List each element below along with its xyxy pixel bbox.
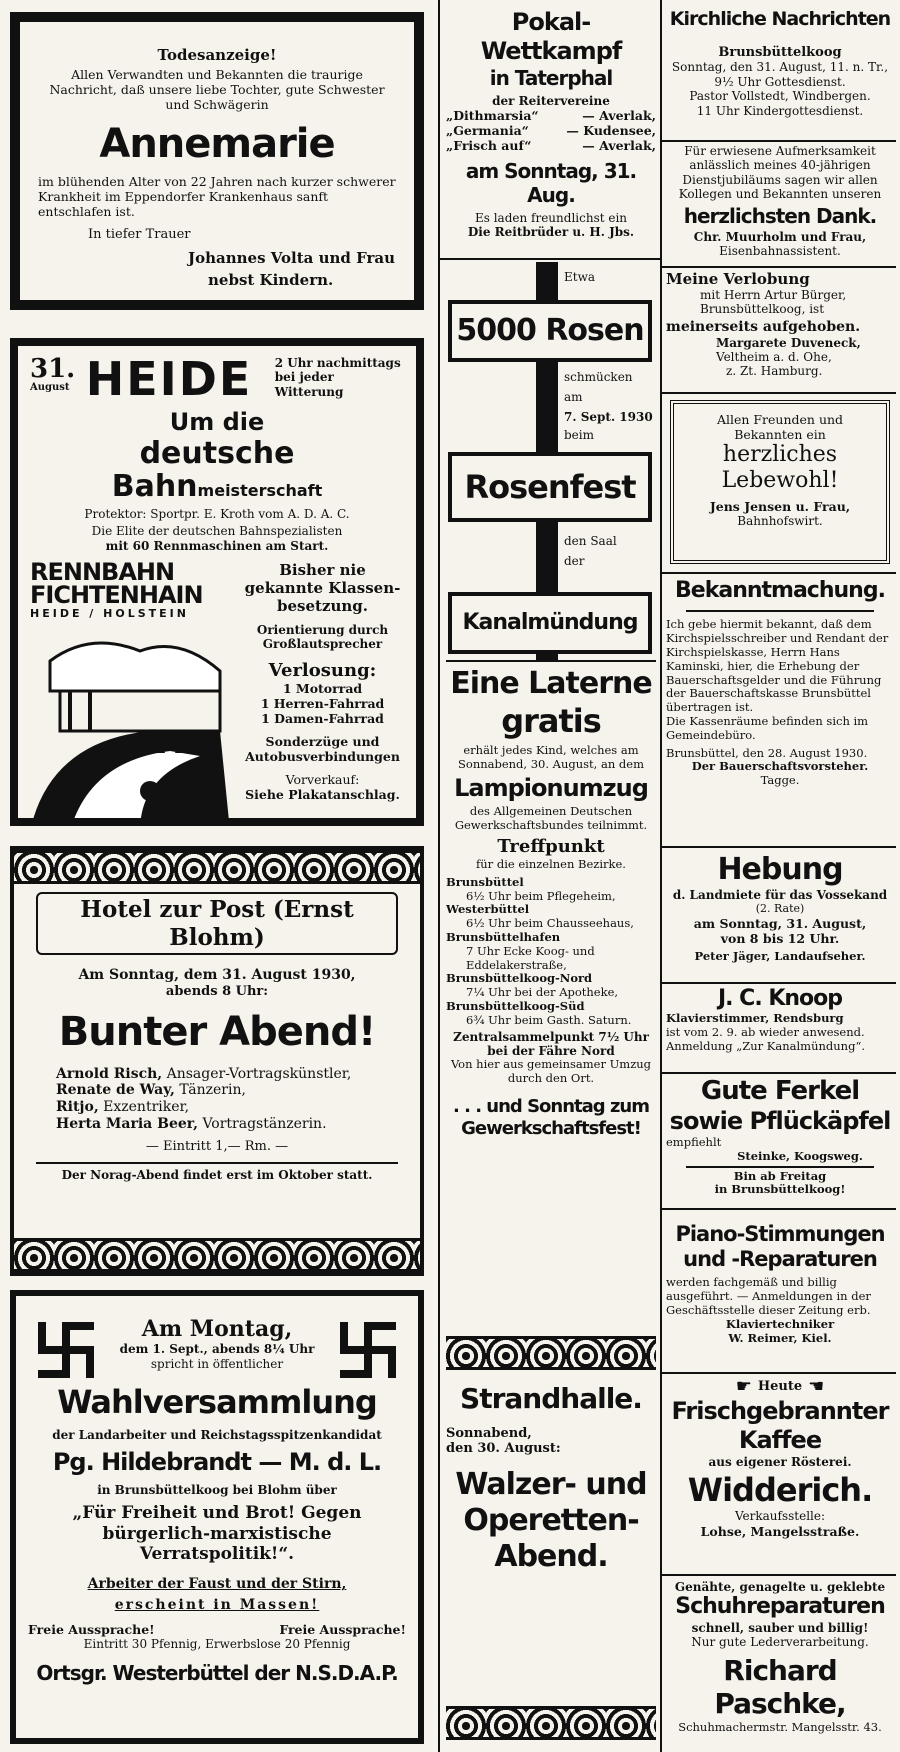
heide-day: 31. — [30, 354, 76, 384]
pokal-v2b: — Kudensee, — [566, 122, 656, 138]
dank-s2: Eisenbahnassistent. — [719, 243, 841, 258]
heide-title: HEIDE — [85, 352, 253, 406]
laterne-t2: gratis — [501, 702, 601, 740]
column-rule-1 — [438, 0, 440, 1752]
rosen-w3: am — [564, 390, 583, 404]
hebung-sign: Peter Jäger, Landaufseher. — [694, 948, 866, 963]
kirche-ad — [666, 8, 894, 140]
strand-ornament-top — [446, 1336, 656, 1370]
kaffee-divider — [662, 1574, 896, 1576]
hebung-l4: von 8 bis 12 Uhr. — [720, 930, 840, 946]
heide-r3: Verlosung: — [268, 659, 377, 681]
heide-r2: Orientierung durch Großlautsprecher — [256, 622, 389, 652]
laterne-top-rule — [446, 660, 656, 662]
laterne-l2: des Allgemeinen Deutschen Gewerkschaftsbundes teilnimmt. — [454, 803, 648, 832]
strand-ad — [446, 1336, 656, 1740]
pointing-hand-icon-left: ☛ — [735, 1376, 752, 1397]
bekannt-divider — [662, 846, 896, 848]
pokal-place: in Taterphal — [489, 65, 613, 90]
hotel-date: Am Sonntag, dem 31. August 1930, — [78, 967, 356, 984]
verlobung-s3: z. Zt. Hamburg. — [726, 364, 823, 379]
wahl-l6: Arbeiter der Faust und der Stirn, — [87, 1576, 347, 1593]
rosen-big2: Rosenfest — [448, 452, 652, 522]
hotel-divider — [36, 1162, 398, 1164]
kaffee-ad — [666, 1376, 894, 1572]
lebewohl-s1: Jens Jensen u. Frau, — [709, 498, 851, 514]
ornament-bottom — [14, 1238, 420, 1272]
laterne-t3: Lampionumzug — [454, 773, 648, 802]
strand-title: Strandhalle. — [460, 1382, 642, 1415]
death-line1: Allen Verwandten und Bekannten die traurige Nachricht, daß unsere liebe Tochter, gute Schwester und Schwägerin — [49, 67, 385, 112]
verlobung-s2: Veltheim a. d. Ohe, — [716, 349, 832, 364]
bekannt-ad — [666, 578, 894, 850]
laterne-b5t: 6¾ Uhr beim Gasth. Saturn. — [466, 1012, 632, 1027]
hebung-l3: am Sonntag, 31. August, — [693, 915, 867, 931]
laterne-b4t: 7¼ Uhr bei der Apotheke, — [466, 985, 619, 1000]
ornament-top — [14, 850, 420, 884]
kirche-place: Brunsbüttelkoog — [718, 44, 842, 60]
column-rule-2 — [660, 0, 662, 1752]
hotel-title: Hotel zur Post (Ernst Blohm) — [36, 892, 398, 955]
pokal-date: am Sonntag, 31. Aug. — [465, 158, 637, 207]
kirche-title: Kirchliche Nachrichten — [669, 8, 891, 30]
laterne-b1: Brunsbüttel — [446, 874, 524, 889]
strand-ornament-bottom — [446, 1706, 656, 1740]
death-line2: im blühenden Alter von 22 Jahren nach kurzer schwerer Krankheit im Eppendorfer Krankenhaus sanft entschlafen ist. — [38, 174, 396, 219]
kaffee-t2: Kaffee — [738, 1425, 822, 1454]
pokal-v1b: — Averlak, — [582, 107, 656, 123]
wahl-title: Wahlversammlung — [57, 1383, 377, 1422]
race-track-illustration — [30, 631, 235, 826]
race-poster — [30, 557, 235, 826]
laterne-t1: Eine Laterne — [450, 666, 652, 701]
pokal-v3a: „Frisch auf“ — [446, 137, 532, 153]
verlobung-title: Meine Verlobung — [666, 270, 810, 288]
p1-role: Ansager-Vortragskünstler, — [166, 1065, 352, 1082]
rosen-w7: der — [564, 554, 585, 568]
rosen-w2: schmücken — [564, 370, 633, 384]
rosen-big1: 5000 Rosen — [448, 300, 652, 362]
p1-name: Arnold Risch, — [56, 1065, 163, 1082]
strand-l2: den 30. August: — [446, 1441, 561, 1457]
bekannt-s1: Der Bauerschaftsvorsteher. — [691, 759, 869, 774]
kaffee-l3: Lohse, Mangelsstraße. — [700, 1523, 860, 1539]
schuh-l2: schnell, sauber und billig! — [691, 1620, 869, 1635]
laterne-z1: Zentralsammelpunkt 7½ Uhr bei der Fähre Nord — [453, 1029, 649, 1058]
death-sign1: Johannes Volta und Frau — [188, 248, 396, 267]
schuh-big: Richard Paschke, — [714, 1653, 846, 1721]
ferkel-l4: in Brunsbüttelkoog! — [714, 1182, 846, 1197]
swastika-icon-left — [34, 1318, 98, 1382]
knoop-divider — [662, 1072, 896, 1074]
schuh-l3: Nur gute Lederverarbeitung. — [691, 1635, 869, 1650]
p3-name: Ritjo, — [56, 1099, 99, 1116]
heide-ad — [10, 338, 424, 826]
pokal-v3b: — Averlak, — [582, 137, 656, 153]
wahl-speaker: Pg. Hildebrandt — M. d. L. — [52, 1447, 382, 1476]
dank-divider — [662, 266, 896, 268]
ferkel-l1: empfiehlt — [666, 1134, 722, 1149]
kaffee-l1: aus eigener Rösterei. — [708, 1454, 852, 1469]
ferkel-inner-rule — [686, 1166, 874, 1168]
wahl-entry: Eintritt 30 Pfennig, Erwerbslose 20 Pfennig — [83, 1636, 351, 1651]
heide-sub2: deutsche Bahn — [111, 435, 295, 504]
death-mourn: In tiefer Trauer — [88, 227, 191, 242]
heide-sub3: meisterschaft — [197, 480, 323, 500]
kaffee-l0: Heute — [757, 1378, 803, 1394]
rosen-w1: Etwa — [564, 270, 596, 284]
laterne-b1t: 6½ Uhr beim Pflegeheim, — [466, 888, 616, 903]
laterne-b3: Brunsbüttelhafen — [446, 929, 561, 944]
strand-l1: Sonnabend, — [446, 1425, 532, 1441]
hebung-l1: d. Landmiete für das Vossekand — [672, 888, 888, 902]
wahl-topic: „Für Freiheit und Brot! Gegen bürgerlich-marxistische Verratspolitik!“. — [72, 1503, 362, 1564]
pokal-inv2: Die Reitbrüder u. H. Jbs. — [467, 225, 635, 240]
wahl-l1: Am Montag, — [141, 1316, 293, 1342]
wahl-l4: der Landarbeiter und Reichstagsspitzenkandidat — [52, 1427, 382, 1442]
poster-line3: HEIDE / HOLSTEIN — [30, 606, 189, 620]
laterne-b2: Westerbüttel — [446, 902, 530, 917]
p4-role: Vortragstänzerin. — [202, 1115, 327, 1132]
ferkel-l3: Bin ab Freitag — [733, 1168, 827, 1183]
lebewohl-ad — [670, 400, 890, 564]
laterne-b2t: 6½ Uhr beim Chausseehaus, — [466, 916, 634, 931]
lebewohl-l1: Allen Freunden und Bekannten ein — [716, 412, 844, 442]
heide-r4: 1 Motorrad — [282, 681, 363, 697]
piano-t1: Piano-Stimmungen — [675, 1222, 885, 1246]
strand-big: Walzer- und Operetten-Abend. — [455, 1466, 647, 1574]
bekannt-title: Bekanntmachung. — [675, 578, 885, 603]
kaffee-l2: Verkaufsstelle: — [734, 1509, 826, 1524]
verlobung-divider — [662, 392, 896, 394]
ferkel-ad — [666, 1076, 894, 1206]
piano-t2: und -Reparaturen — [683, 1247, 877, 1272]
ferkel-l2: Steinke, Koogsweg. — [737, 1148, 863, 1163]
hotel-entry: — Eintritt 1,— Rm. — — [145, 1138, 289, 1154]
ferkel-divider — [662, 1208, 896, 1210]
piano-l1: werden fachgemäß und billig ausgeführt. — Anmeldungen in der Geschäftsstelle dieser Zeitung erb. — [666, 1275, 871, 1317]
laterne-t4: Treffpunkt — [497, 836, 605, 858]
poster-line1: RENNBAHN — [30, 557, 175, 586]
kirche-l2: Pastor Vollstedt, Windbergen. — [689, 89, 871, 104]
rosen-w6: den Saal — [564, 534, 617, 548]
wahl-free2: Freie Aussprache! — [279, 1621, 406, 1637]
ferkel-t2: sowie Pflückäpfel — [669, 1107, 891, 1136]
schuh-ad — [666, 1580, 894, 1748]
hebung-divider — [662, 982, 896, 984]
pokal-divider — [440, 258, 660, 260]
bekannt-title-rule — [686, 610, 874, 612]
pokal-l1: der Reitervereine — [492, 93, 610, 108]
verlobung-ad — [666, 270, 894, 392]
knoop-title: J. C. Knoop — [717, 986, 843, 1011]
heide-elite1: Die Elite der deutschen Bahnspezialisten — [91, 524, 343, 539]
pokal-v2a: „Germania“ — [446, 122, 529, 138]
heide-r8: Vorverkauf: — [285, 772, 360, 788]
rosen-w5: beim — [564, 428, 594, 442]
kirche-l3: 11 Uhr Kindergottesdienst. — [696, 103, 864, 118]
hotel-time: abends 8 Uhr: — [165, 983, 269, 999]
poster-line2: FICHTENHAIN — [30, 580, 203, 609]
lebewohl-divider — [662, 572, 896, 574]
knoop-l2: ist vom 2. 9. ab wieder anwesend. — [666, 1025, 865, 1040]
hebung-ad — [666, 852, 894, 980]
p3-role: Exzentriker, — [103, 1099, 190, 1116]
kaffee-big: Widderich. — [687, 1470, 873, 1509]
knoop-ad — [666, 986, 894, 1070]
p2-name: Renate de Way, — [56, 1082, 175, 1099]
laterne-b4: Brunsbüttelkoog-Nord — [446, 971, 593, 986]
heide-r6: 1 Damen-Fahrrad — [261, 711, 384, 727]
pointing-hand-icon-right: ☚ — [808, 1376, 825, 1397]
knoop-l1: Klavierstimmer, Rendsburg — [666, 1011, 844, 1026]
wahl-sign: Ortsgr. Westerbüttel der N.S.D.A.P. — [36, 1661, 398, 1686]
kaffee-t1: Frischgebrannter — [671, 1397, 889, 1425]
ferkel-t1: Gute Ferkel — [700, 1076, 860, 1106]
heide-sub1: Um die — [169, 408, 265, 436]
wahl-l5: in Brunsbüttelkoog bei Blohm über — [97, 1482, 337, 1497]
p4-name: Herta Maria Beer, — [56, 1115, 199, 1132]
lebewohl-s2: Bahnhofswirt. — [737, 513, 823, 528]
kirche-divider — [662, 140, 896, 142]
death-title: Todesanzeige! — [157, 46, 277, 64]
dank-l1: Für erwiesene Aufmerksamkeit anlässlich meines 40-jährigen Dienstjubiläums sagen wir allen Kollegen und Bekannten unseren — [678, 144, 882, 202]
kirche-l1: Sonntag, den 31. August, 11. n. Tr., 9½ Uhr Gottesdienst. — [671, 60, 889, 89]
verlobung-l1: mit Herrn Artur Bürger, Brunsbüttelkoog, ist — [700, 288, 847, 317]
swastika-icon-right — [336, 1318, 400, 1382]
verlobung-l2: meinerseits aufgehoben. — [666, 318, 861, 335]
dank-ad — [666, 144, 894, 266]
heide-r7: Sonderzüge und Autobusverbindungen — [245, 734, 400, 765]
death-notice — [10, 12, 424, 310]
piano-s2: W. Reimer, Kiel. — [728, 1330, 832, 1345]
lebewohl-big1: herzliches — [722, 442, 838, 467]
knoop-l3: Anmeldung „Zur Kanalmündung“. — [666, 1038, 865, 1053]
schuh-l1: Genähte, genagelte u. geklebte — [674, 1580, 886, 1594]
pokal-ad — [446, 8, 656, 258]
heide-protector: Protektor: Sportpr. E. Kroth vom A. D. A. C. — [84, 506, 350, 521]
death-name: Annemarie — [99, 121, 335, 167]
rosen-w4: 7. Sept. 1930 — [564, 410, 653, 424]
hotel-event: Bunter Abend! — [58, 1008, 376, 1055]
pokal-title: Pokal-Wettkampf — [480, 8, 622, 65]
death-sign2: nebst Kindern. — [208, 270, 334, 289]
p2-role: Tänzerin, — [179, 1082, 246, 1099]
heide-r9: Siehe Plakatanschlag. — [245, 787, 400, 803]
wahl-free1: Freie Aussprache! — [28, 1621, 155, 1637]
verlobung-s1: Margarete Duveneck, — [716, 335, 861, 350]
laterne-l1: erhält jedes Kind, welches am Sonnabend, 30. August, an dem — [458, 743, 644, 772]
wahl-l7: erscheint in Massen! — [114, 1597, 320, 1614]
hebung-title: Hebung — [717, 852, 843, 887]
bekannt-l2: Die Kassenräume befinden sich im Gemeindebüro. — [666, 713, 869, 742]
laterne-b3t: 7 Uhr Ecke Koog- und Eddelakerstraße, — [466, 943, 595, 972]
dank-s1: Chr. Muurholm und Frau, — [693, 229, 867, 244]
laterne-z2: Von hier aus gemeinsamer Umzug durch den Ort. — [450, 1057, 652, 1086]
wahl-l2: dem 1. Sept., abends 8¼ Uhr — [119, 1342, 315, 1357]
dank-big: herzlichsten Dank. — [683, 203, 877, 228]
pokal-inv1: Es laden freundlichst ein — [474, 210, 628, 225]
bekannt-date: Brunsbüttel, den 28. August 1930. — [666, 745, 868, 760]
wahl-ad — [10, 1290, 424, 1744]
laterne-l3: für die einzelnen Bezirke. — [476, 856, 626, 871]
schuh-t1: Schuhreparaturen — [675, 1594, 885, 1620]
rosen-big3: Kanalmündung — [448, 592, 652, 654]
wahl-l3: spricht in öffentlicher — [150, 1356, 284, 1371]
piano-divider — [662, 1372, 896, 1374]
bekannt-s2: Tagge. — [760, 773, 800, 788]
laterne-ad — [446, 660, 656, 1330]
hotel-ad — [10, 846, 424, 1276]
heide-r5: 1 Herren-Fahrrad — [260, 696, 385, 712]
bekannt-l1: Ich gebe hiermit bekannt, daß dem Kirchspielsschreiber und Rendant der Kirchspielskasse, Herrn Hans Kaminski, hier, die Erhebung der Bauerschaftsgelder und die Führung der Bauerschaftskasse Brunsbüttel übertragen ist. — [666, 617, 889, 715]
heide-elite2: mit 60 Rennmaschinen am Start. — [105, 538, 329, 553]
pokal-v1a: „Dithmarsia“ — [446, 107, 539, 123]
lebewohl-big2: Lebewohl! — [721, 468, 839, 494]
heide-month: August — [30, 382, 70, 393]
heide-r1: Bisher nie gekannte Klassen-besetzung. — [244, 560, 401, 615]
heide-time: 2 Uhr nachmittags bei jeder Witterung — [274, 356, 401, 399]
laterne-b5: Brunsbüttelkoog-Süd — [446, 998, 585, 1013]
hotel-note: Der Norag-Abend findet erst im Oktober statt. — [61, 1168, 373, 1183]
piano-s1: Klaviertechniker — [725, 1316, 835, 1331]
piano-ad — [666, 1214, 894, 1362]
laterne-fin: . . . und Sonntag zum Gewerkschaftsfest! — [452, 1095, 649, 1139]
hebung-l2: (2. Rate) — [755, 902, 805, 916]
schuh-l4: Schuhmachermstr. Mangelsstr. 43. — [678, 1719, 882, 1734]
